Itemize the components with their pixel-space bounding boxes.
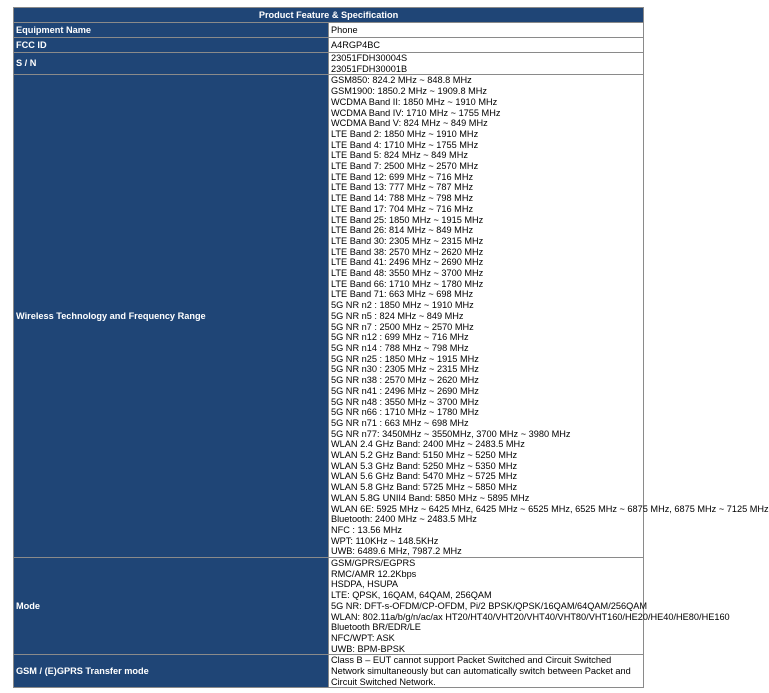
mode-item: WLAN: 802.11a/b/g/n/ac/ax HT20/HT40/VHT20/VHT40/VHT80/VHT160/HE20/HE40/HE80/HE160 <box>331 611 730 622</box>
frequency-range-item: LTE Band 25: 1850 MHz ~ 1915 MHz <box>331 214 484 225</box>
frequency-range-item: LTE Band 13: 777 MHz ~ 787 MHz <box>331 182 474 193</box>
frequency-range-item: LTE Band 5: 824 MHz ~ 849 MHz <box>331 150 468 161</box>
mode-item: HSDPA, HSUPA <box>331 579 399 590</box>
frequency-range-item: LTE Band 71: 663 MHz ~ 698 MHz <box>331 289 474 300</box>
wireless-technology-label: Wireless Technology and Frequency Range <box>14 75 329 558</box>
frequency-range-item: WPT: 110KHz ~ 148.5KHz <box>331 535 439 546</box>
fcc-id-label: FCC ID <box>14 38 329 53</box>
table-row <box>14 75 644 558</box>
frequency-range-item: 5G NR n77: 3450MHz ~ 3550MHz, 3700 MHz ~ 3980 MHz <box>331 428 571 439</box>
table-row <box>14 38 644 53</box>
frequency-range-item: WLAN 5.8G UNII4 Band: 5850 MHz ~ 5895 MHz <box>331 492 530 503</box>
frequency-range-item: Bluetooth: 2400 MHz ~ 2483.5 MHz <box>331 514 477 525</box>
frequency-range-item: 5G NR n71 : 663 MHz ~ 698 MHz <box>331 417 469 428</box>
table-row <box>14 655 644 688</box>
title-row <box>14 8 644 23</box>
frequency-range-item: WLAN 6E: 5925 MHz ~ 6425 MHz, 6425 MHz ~ 6525 MHz, 6525 MHz ~ 6875 MHz, 6875 MHz ~ 7125 MHz <box>331 503 769 514</box>
mode-item: LTE: QPSK, 16QAM, 64QAM, 256QAM <box>331 590 492 601</box>
frequency-range-item: WLAN 5.2 GHz Band: 5150 MHz ~ 5250 MHz <box>331 450 518 461</box>
frequency-range-item: LTE Band 4: 1710 MHz ~ 1755 MHz <box>331 139 479 150</box>
table-row <box>14 53 644 75</box>
gsm-transfer-mode-value: Class B – EUT cannot support Packet Switched and Circuit Switched Network simultaneously but can automatically switch between Packet and Circuit Switched Network. <box>329 655 644 688</box>
mode-item: 5G NR: DFT-s-OFDM/CP-OFDM, Pi/2 BPSK/QPSK/16QAM/64QAM/256QAM <box>331 600 648 611</box>
frequency-range-item: WLAN 5.6 GHz Band: 5470 MHz ~ 5725 MHz <box>331 471 518 482</box>
frequency-range-item: NFC : 13.56 MHz <box>331 524 402 535</box>
frequency-range-item: WCDMA Band IV: 1710 MHz ~ 1755 MHz <box>331 107 501 118</box>
frequency-range-item: WLAN 2.4 GHz Band: 2400 MHz ~ 2483.5 MHz <box>331 439 525 450</box>
frequency-range-item: WCDMA Band II: 1850 MHz ~ 1910 MHz <box>331 96 498 107</box>
gsm-transfer-mode-label: GSM / (E)GPRS Transfer mode <box>14 655 329 688</box>
mode-item: GSM/GPRS/EGPRS <box>331 558 416 569</box>
fcc-id-value: A4RGP4BC <box>329 38 644 53</box>
equipment-name-label: Equipment Name <box>14 23 329 38</box>
frequency-range-item: 5G NR n48 : 3550 MHz ~ 3700 MHz <box>331 396 479 407</box>
wireless-frequency-list <box>329 75 769 558</box>
table-row <box>14 23 644 38</box>
frequency-range-item: 5G NR n41 : 2496 MHz ~ 2690 MHz <box>331 385 479 396</box>
frequency-range-item: LTE Band 41: 2496 MHz ~ 2690 MHz <box>331 257 484 268</box>
serial-number: 23051FDH30001B <box>331 63 408 74</box>
frequency-range-item: 5G NR n66 : 1710 MHz ~ 1780 MHz <box>331 407 479 418</box>
mode-item: RMC/AMR 12.2Kbps <box>331 568 417 579</box>
frequency-range-item: GSM850: 824.2 MHz ~ 848.8 MHz <box>331 75 472 86</box>
mode-item: NFC/WPT: ASK <box>331 632 395 643</box>
frequency-range-item: WCDMA Band V: 824 MHz ~ 849 MHz <box>331 118 488 129</box>
frequency-range-item: LTE Band 12: 699 MHz ~ 716 MHz <box>331 171 474 182</box>
frequency-range-item: LTE Band 2: 1850 MHz ~ 1910 MHz <box>331 128 479 139</box>
mode-item: Bluetooth BR/EDR/LE <box>331 622 421 633</box>
frequency-range-item: LTE Band 26: 814 MHz ~ 849 MHz <box>331 225 474 236</box>
frequency-range-item: WLAN 5.3 GHz Band: 5250 MHz ~ 5350 MHz <box>331 460 518 471</box>
frequency-range-item: 5G NR n7 : 2500 MHz ~ 2570 MHz <box>331 321 474 332</box>
frequency-range-item: LTE Band 17: 704 MHz ~ 716 MHz <box>331 203 474 214</box>
frequency-range-item: 5G NR n30 : 2305 MHz ~ 2315 MHz <box>331 364 479 375</box>
spec-table <box>13 7 769 688</box>
frequency-range-item: 5G NR n5 : 824 MHz ~ 849 MHz <box>331 310 464 321</box>
mode-item: UWB: BPM-BPSK <box>331 643 406 654</box>
serial-number-label: S / N <box>14 53 329 75</box>
mode-list <box>329 558 730 655</box>
frequency-range-item: 5G NR n14 : 788 MHz ~ 798 MHz <box>331 342 469 353</box>
equipment-name-value: Phone <box>329 23 644 38</box>
frequency-range-item: 5G NR n2 : 1850 MHz ~ 1910 MHz <box>331 300 474 311</box>
frequency-range-item: WLAN 5.8 GHz Band: 5725 MHz ~ 5850 MHz <box>331 482 518 493</box>
frequency-range-item: LTE Band 14: 788 MHz ~ 798 MHz <box>331 193 474 204</box>
table-row <box>14 558 644 655</box>
table-title: Product Feature & Specification <box>14 8 644 23</box>
frequency-range-item: UWB: 6489.6 MHz, 7987.2 MHz <box>331 546 462 557</box>
frequency-range-item: LTE Band 48: 3550 MHz ~ 3700 MHz <box>331 268 484 279</box>
frequency-range-item: LTE Band 38: 2570 MHz ~ 2620 MHz <box>331 246 484 257</box>
serial-number: 23051FDH30004S <box>331 53 408 63</box>
serial-number-values <box>329 53 644 75</box>
frequency-range-item: LTE Band 30: 2305 MHz ~ 2315 MHz <box>331 235 484 246</box>
frequency-range-item: LTE Band 7: 2500 MHz ~ 2570 MHz <box>331 161 479 172</box>
frequency-range-item: LTE Band 66: 1710 MHz ~ 1780 MHz <box>331 278 484 289</box>
frequency-range-item: 5G NR n25 : 1850 MHz ~ 1915 MHz <box>331 353 479 364</box>
frequency-range-item: GSM1900: 1850.2 MHz ~ 1909.8 MHz <box>331 86 488 97</box>
frequency-range-item: 5G NR n38 : 2570 MHz ~ 2620 MHz <box>331 375 479 386</box>
mode-label: Mode <box>14 558 329 655</box>
frequency-range-item: 5G NR n12 : 699 MHz ~ 716 MHz <box>331 332 469 343</box>
